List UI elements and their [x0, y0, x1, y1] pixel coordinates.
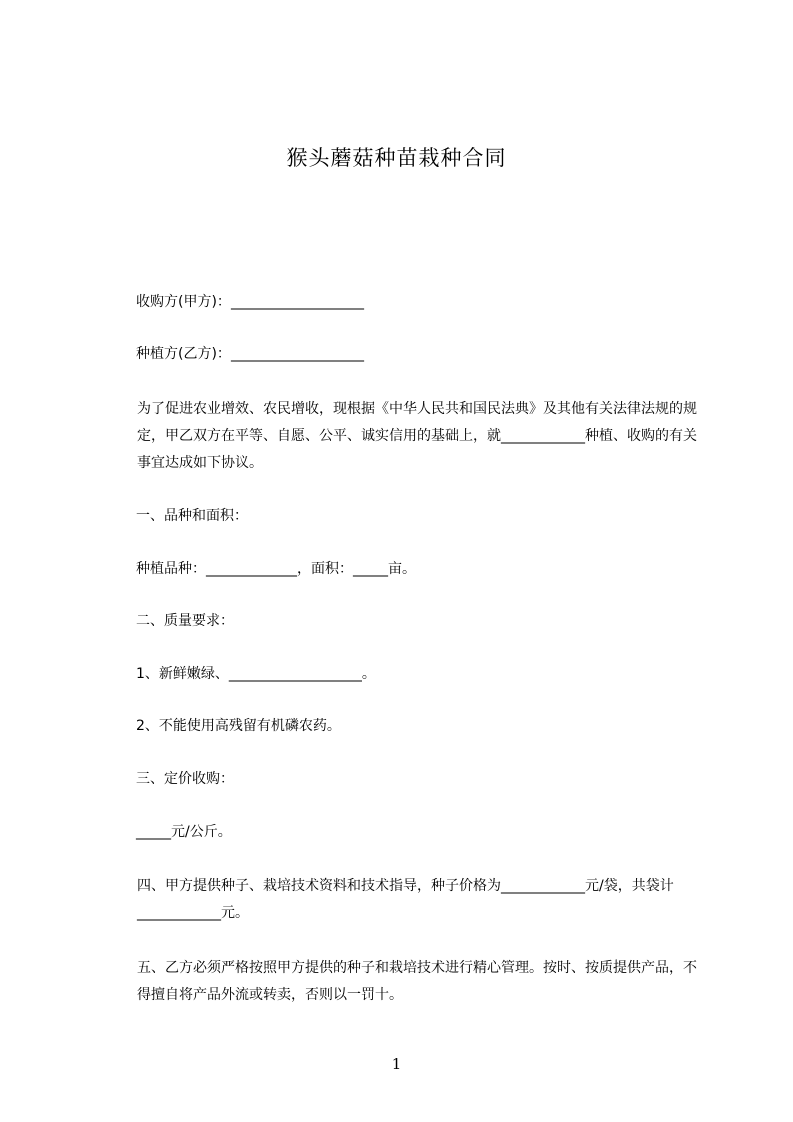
intro-paragraph	[105, 396, 700, 477]
party-a-label: 收购方(甲方)：	[136, 294, 231, 310]
section-1-line: 种植品种：_____________，面积：_____亩。	[136, 561, 416, 577]
section-5-paragraph	[105, 955, 700, 1009]
party-b-line	[136, 344, 364, 364]
section-2-item-2: 2、不能使用高残留有机磷农药。	[136, 718, 341, 734]
section-2-heading: 二、质量要求：	[136, 613, 234, 629]
section-3-heading: 三、定价收购：	[136, 771, 234, 787]
section-1-heading: 一、品种和面积：	[136, 508, 248, 524]
section-3-line: _____元/公斤。	[136, 824, 232, 840]
party-a-line	[136, 292, 364, 312]
document-title: 猴头蘑菇种苗栽种合同	[286, 146, 507, 170]
section-4-text: 四、甲方提供种子、栽培技术资料和技术指导，种子价格为____________元/袋，共袋计____________元。	[137, 878, 674, 921]
party-b-label: 种植方(乙方)：	[136, 346, 231, 362]
page-number: 1	[391, 1055, 402, 1073]
section-2-item-1: 1、新鲜嫩绿、___________________。	[136, 666, 376, 682]
section-5-text: 五、乙方必须严格按照甲方提供的种子和栽培技术进行精心管理。按时、按质提供产品，不得擅自将产品外流或转卖，否则以一罚十。	[137, 960, 697, 1003]
party-b-blank: ___________________	[230, 346, 364, 362]
party-a-blank: ___________________	[230, 294, 364, 310]
intro-text: 为了促进农业增效、农民增收，现根据《中华人民共和国民法典》及其他有关法律法规的规定，甲乙双方在平等、自愿、公平、诚实信用的基础上，就____________种植、收购的有关事宜达成如下协议。	[137, 401, 697, 471]
section-4-paragraph	[105, 873, 700, 927]
